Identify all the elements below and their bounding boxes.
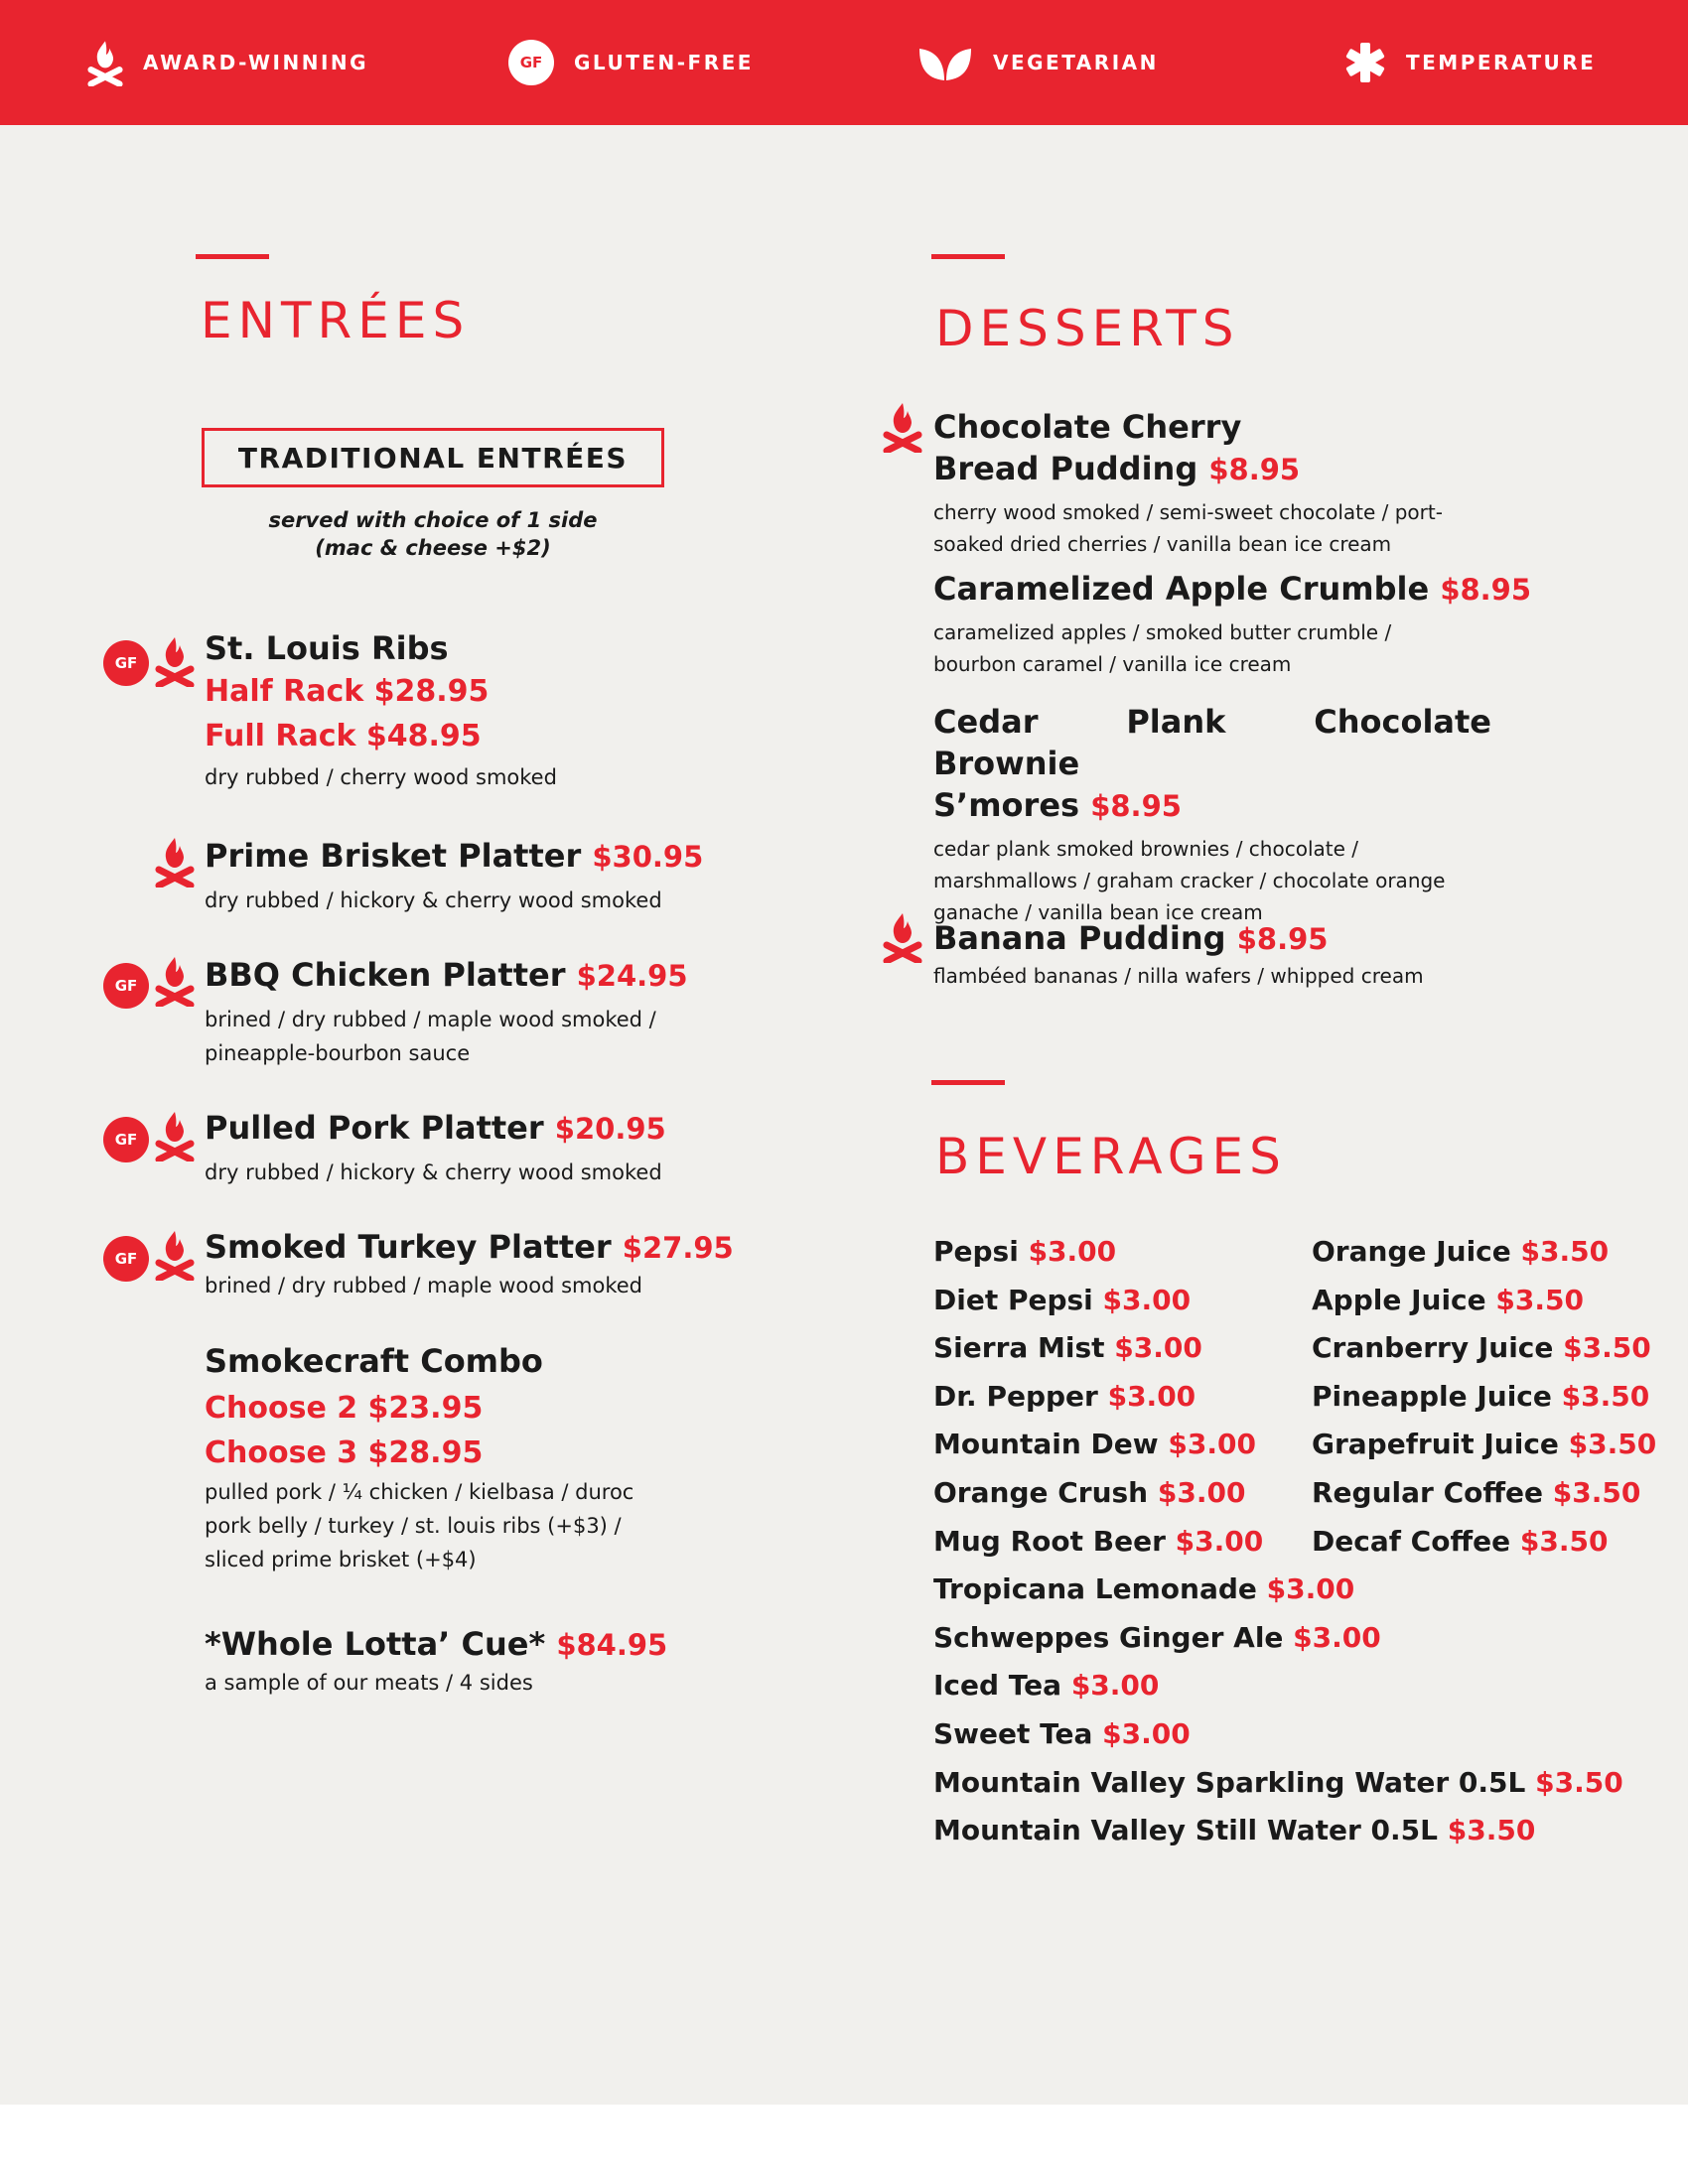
beverage-price: $3.50 <box>1535 1765 1623 1799</box>
flame-icon <box>155 1110 195 1161</box>
entree-item <box>205 1623 667 1700</box>
legend-label: AWARD-WINNING <box>143 51 369 74</box>
beverage-price: $3.00 <box>1107 1379 1196 1413</box>
beverage-item <box>933 1277 1191 1324</box>
flame-icon <box>883 401 922 453</box>
beverage-name: Mountain Dew <box>933 1428 1159 1461</box>
item-desc: flambéed bananas / nilla wafers / whipped cream <box>933 964 1424 988</box>
entree-item <box>205 1340 633 1576</box>
section-rule <box>931 1080 1005 1085</box>
legend-vegetarian <box>917 0 1159 125</box>
item-name: Cedar Plank Chocolate Brownie <box>933 703 1491 782</box>
beverage-item <box>933 1807 1535 1854</box>
legend-temperature <box>1344 0 1596 125</box>
item-name: *Whole Lotta’ Cue* <box>205 1625 546 1663</box>
item-price: $8.95 <box>1208 453 1301 486</box>
item-desc: pulled pork / ¼ chicken / kielbasa / duroc <box>205 1480 634 1504</box>
entrees-title: ENTRÉES <box>201 292 471 349</box>
beverage-item <box>1312 1518 1608 1566</box>
beverage-item <box>1312 1324 1651 1372</box>
item-name: Caramelized Apple Crumble <box>933 570 1430 608</box>
item-desc: cedar plank smoked brownies / chocolate / <box>933 837 1358 861</box>
beverage-name: Sweet Tea <box>933 1717 1093 1750</box>
item-price: $8.95 <box>1090 789 1182 823</box>
beverage-price: $3.00 <box>1114 1331 1202 1365</box>
flame-icon <box>155 1229 195 1281</box>
flame-icon <box>155 836 195 887</box>
item-desc: a sample of our meats / 4 sides <box>205 1671 533 1695</box>
item-name: Chocolate Cherry <box>933 408 1242 446</box>
beverage-name: Mug Root Beer <box>933 1524 1166 1558</box>
beverage-name: Decaf Coffee <box>1312 1524 1511 1558</box>
beverage-item <box>933 1324 1202 1372</box>
beverage-name: Sierra Mist <box>933 1331 1115 1365</box>
flame-icon <box>883 911 922 963</box>
beverage-item <box>933 1518 1263 1566</box>
beverage-item <box>933 1228 1116 1276</box>
beverage-name: Grapefruit Juice <box>1312 1428 1559 1461</box>
item-desc: brined / dry rubbed / maple wood smoked / <box>205 1008 656 1031</box>
beverage-name: Dr. Pepper <box>933 1379 1098 1413</box>
item-name: Smokecraft Combo <box>205 1342 543 1380</box>
item-desc: marshmallows / graham cracker / chocolate orange <box>933 869 1446 892</box>
beverage-item <box>933 1614 1381 1662</box>
item-name: Smoked Turkey Platter <box>205 1228 612 1266</box>
beverage-price: $3.00 <box>1028 1235 1117 1268</box>
item-name: BBQ Chicken Platter <box>205 956 566 994</box>
item-price: $24.95 <box>576 959 688 993</box>
gf-icon: GF <box>103 1117 149 1162</box>
asterisk-icon <box>1344 42 1386 83</box>
beverage-item <box>933 1373 1196 1421</box>
beverage-item <box>933 1662 1159 1709</box>
gf-icon: GF <box>508 40 554 85</box>
item-desc: bourbon caramel / vanilla ice cream <box>933 652 1292 676</box>
beverage-name: Schweppes Ginger Ale <box>933 1620 1284 1654</box>
legend-label: VEGETARIAN <box>993 51 1159 74</box>
beverage-price: $3.00 <box>1175 1524 1264 1558</box>
item-price: $8.95 <box>1236 922 1329 956</box>
item-price: Full Rack $48.95 <box>205 719 482 753</box>
beverage-name: Iced Tea <box>933 1669 1062 1703</box>
item-desc: brined / dry rubbed / maple wood smoked <box>205 1274 642 1297</box>
flame-icon <box>155 635 195 687</box>
beverage-price: $3.00 <box>1293 1620 1381 1654</box>
dessert-item <box>933 406 1443 560</box>
entree-item <box>205 627 557 794</box>
flame-icon <box>155 955 195 1007</box>
leaf-icon <box>917 43 973 82</box>
beverage-price: $3.00 <box>1102 1283 1192 1316</box>
entree-item <box>205 835 703 917</box>
item-desc: dry rubbed / hickory & cherry wood smoked <box>205 888 662 912</box>
legend-label: GLUTEN-FREE <box>574 51 754 74</box>
beverage-item <box>933 1469 1245 1517</box>
section-rule <box>931 254 1005 259</box>
beverage-name: Mountain Valley Still Water 0.5L <box>933 1814 1438 1847</box>
flame-icon <box>87 39 123 86</box>
item-price: $30.95 <box>592 840 704 874</box>
beverage-item <box>933 1421 1256 1468</box>
item-price: $84.95 <box>556 1628 668 1662</box>
beverage-price: $3.50 <box>1447 1814 1536 1847</box>
traditional-entrees-box: TRADITIONAL ENTRÉES <box>202 428 664 487</box>
beverage-name: Pepsi <box>933 1235 1019 1268</box>
item-desc: pork belly / turkey / st. louis ribs (+$3) / <box>205 1514 622 1538</box>
entree-item <box>205 1107 666 1189</box>
beverage-item <box>933 1566 1354 1613</box>
beverage-item <box>1312 1228 1609 1276</box>
beverage-price: $3.50 <box>1552 1476 1641 1509</box>
beverage-item <box>1312 1373 1649 1421</box>
section-rule <box>196 254 269 259</box>
beverage-price: $3.50 <box>1568 1428 1657 1461</box>
gf-icon: GF <box>103 640 149 686</box>
item-desc: ganache / vanilla bean ice cream <box>933 900 1263 924</box>
side-note: served with choice of 1 side (mac & cheese +$2) <box>268 508 598 560</box>
beverage-name: Apple Juice <box>1312 1283 1486 1316</box>
dessert-item <box>933 701 1491 928</box>
desserts-title: DESSERTS <box>935 300 1240 357</box>
dessert-item <box>933 917 1424 992</box>
beverage-name: Orange Juice <box>1312 1235 1511 1268</box>
beverage-item <box>1312 1277 1584 1324</box>
item-desc: caramelized apples / smoked butter crumble / <box>933 620 1392 644</box>
item-price: $20.95 <box>554 1112 666 1146</box>
beverage-price: $3.50 <box>1519 1524 1609 1558</box>
entree-item <box>205 1226 734 1302</box>
beverage-item <box>933 1710 1191 1758</box>
item-price: Half Rack $28.95 <box>205 674 490 709</box>
beverage-name: Cranberry Juice <box>1312 1331 1554 1365</box>
item-price: $8.95 <box>1440 573 1532 607</box>
item-desc: dry rubbed / cherry wood smoked <box>205 765 557 789</box>
item-name: Pulled Pork Platter <box>205 1109 544 1147</box>
gf-icon: GF <box>103 963 149 1009</box>
beverage-name: Regular Coffee <box>1312 1476 1544 1509</box>
item-name: Bread Pudding <box>933 450 1198 487</box>
item-desc: soaked dried cherries / vanilla bean ice cream <box>933 532 1392 556</box>
beverage-price: $3.00 <box>1070 1669 1160 1703</box>
entree-item <box>205 954 688 1070</box>
beverage-name: Orange Crush <box>933 1476 1149 1509</box>
dessert-item <box>933 568 1531 680</box>
beverage-price: $3.50 <box>1561 1379 1650 1413</box>
beverage-item <box>933 1759 1623 1807</box>
beverage-price: $3.00 <box>1266 1572 1355 1606</box>
gf-icon: GF <box>103 1236 149 1282</box>
beverage-price: $3.50 <box>1495 1283 1584 1316</box>
beverages-title: BEVERAGES <box>935 1128 1287 1185</box>
legend-bar <box>0 0 1688 125</box>
item-desc: pineapple-bourbon sauce <box>205 1041 471 1065</box>
legend-award-winning <box>87 0 368 125</box>
item-name: S’mores <box>933 786 1080 824</box>
item-desc: dry rubbed / hickory & cherry wood smoked <box>205 1160 662 1184</box>
legend-gluten-free <box>508 0 754 125</box>
beverage-price: $3.00 <box>1157 1476 1246 1509</box>
beverage-item <box>1312 1421 1656 1468</box>
item-price: Choose 2 $23.95 <box>205 1391 484 1426</box>
item-price: Choose 3 $28.95 <box>205 1435 484 1470</box>
item-name: St. Louis Ribs <box>205 629 449 667</box>
beverage-price: $3.50 <box>1563 1331 1651 1365</box>
beverage-price: $3.50 <box>1520 1235 1610 1268</box>
beverage-name: Tropicana Lemonade <box>933 1572 1257 1606</box>
beverage-price: $3.00 <box>1102 1717 1191 1750</box>
item-desc: sliced prime brisket (+$4) <box>205 1548 477 1571</box>
beverage-name: Mountain Valley Sparkling Water 0.5L <box>933 1765 1526 1799</box>
beverage-name: Pineapple Juice <box>1312 1379 1552 1413</box>
beverage-item <box>1312 1469 1640 1517</box>
item-name: Prime Brisket Platter <box>205 837 582 875</box>
beverage-name: Diet Pepsi <box>933 1283 1093 1316</box>
item-price: $27.95 <box>622 1231 734 1265</box>
legend-label: TEMPERATURE <box>1406 51 1597 74</box>
item-desc: cherry wood smoked / semi-sweet chocolate / port- <box>933 500 1443 524</box>
item-name: Banana Pudding <box>933 919 1226 957</box>
beverage-price: $3.00 <box>1168 1428 1256 1461</box>
